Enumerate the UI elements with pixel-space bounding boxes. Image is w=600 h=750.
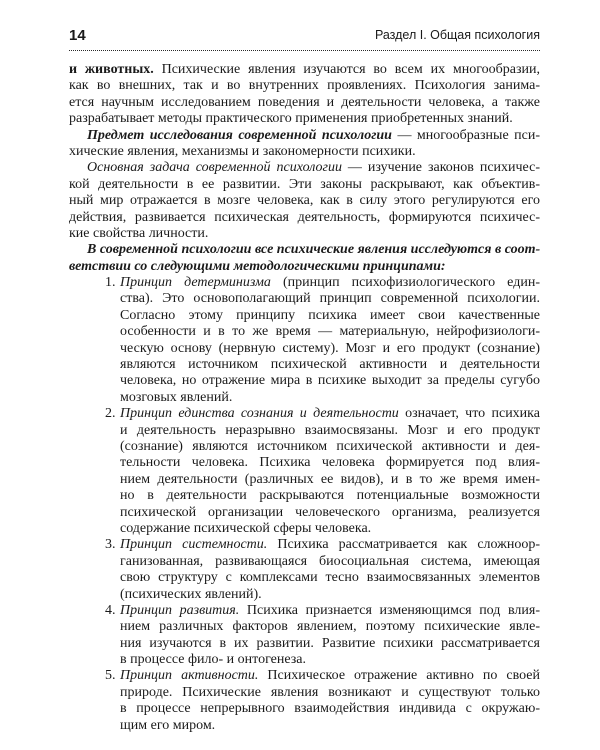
text-line: [69, 439, 540, 455]
list-number: 2.: [105, 406, 116, 422]
emphasized-text: Принцип детерминизма: [120, 275, 271, 291]
text-line: [69, 652, 540, 668]
text-line: [69, 619, 540, 635]
text-line: [69, 160, 540, 176]
text-run: Психические явления изучаются во всем их многообразии,: [153, 62, 540, 77]
emphasized-text: Принцип системности.: [120, 537, 268, 553]
text-run: содержание психической сферы человека.: [120, 520, 372, 536]
emphasized-text: Основная задача современной психологии: [87, 160, 342, 176]
text-run: свою структуру с комплексами тесно взаимосвязанных элементов: [120, 570, 540, 586]
text-run: тельности человека. Психика человека формируется под влия-: [120, 455, 540, 471]
text-run: означает, что психика: [398, 406, 540, 422]
emphasized-text: В современной психологии все психические явления исследуются в соот-: [87, 242, 540, 258]
text-run: ганизованная, развивающаяся биосоциальная система, имеющая: [120, 553, 540, 569]
text-run: действия, развивается психическая деятельность, формируются психичес-: [69, 209, 540, 225]
text-line: [69, 78, 540, 94]
text-line: [69, 423, 540, 439]
page-number: 14: [69, 27, 86, 44]
text-line: [69, 472, 540, 488]
header-divider: [69, 50, 540, 51]
text-run: в процессе фило- и онтогенеза.: [120, 652, 306, 668]
text-line: [69, 357, 540, 373]
text-line: [69, 668, 540, 684]
emphasized-text: Предмет исследования современной психологии: [87, 127, 392, 143]
text-run: как во внешних, так и во внутренних проявлениях. Психология занима-: [69, 78, 540, 94]
list-number: 1.: [105, 275, 116, 291]
body-text: [69, 62, 540, 734]
text-line: [69, 685, 540, 701]
text-run: особенности и в то же время — материальную, нейрофизиологи-: [120, 324, 540, 340]
text-run: ется научным исследованием поведения и деятельности человека, а также: [69, 94, 540, 110]
text-line: [69, 275, 540, 291]
text-line: [69, 341, 540, 357]
text-line: [69, 587, 540, 603]
text-run: Психическое отражение активно по своей: [258, 668, 540, 684]
text-run: (психических явлений).: [120, 586, 262, 602]
text-run: ния изучаются в их развитии. Развитие психики рассматривается: [120, 635, 540, 651]
text-line: [69, 128, 540, 144]
text-run: в процессе непрерывного взаимодействия индивида с окружаю-: [120, 701, 540, 717]
text-line: [69, 406, 540, 422]
text-run: — изучение законов психичес-: [341, 160, 540, 176]
emphasized-text: Принцип единства сознания и деятельности: [120, 406, 399, 422]
text-run: Психика рассматривается как сложноор-: [267, 537, 540, 553]
text-line: [69, 455, 540, 471]
text-run: кие свойства личности.: [69, 225, 209, 241]
text-line: [69, 226, 540, 242]
text-run: являются источником психической активности и деятельности: [120, 357, 540, 373]
text-run: ный мир отражается в мозге человека, как в силу этого регулируются его: [69, 193, 540, 209]
text-line: [69, 193, 540, 209]
text-run: психической организации человеческого организма, реализуется: [120, 504, 540, 520]
page-header: [69, 27, 540, 49]
text-run: щим его миром.: [120, 717, 216, 733]
text-line: [69, 505, 540, 521]
text-run: Согласно этому принципу психика имеет свои качественные: [120, 307, 540, 323]
text-line: [69, 488, 540, 504]
emphasized-text: и животных.: [69, 62, 154, 77]
text-line: [69, 537, 540, 553]
list-number: 5.: [105, 668, 116, 684]
text-run: (сознание) являются источником психической активности и дея-: [120, 438, 540, 454]
text-run: мозговых явлений.: [120, 389, 233, 405]
text-line: [69, 177, 540, 193]
list-number: 4.: [105, 602, 116, 618]
text-run: — многообразные пси-: [391, 127, 540, 143]
text-run: хические явления, механизмы и закономерности психики.: [69, 143, 416, 159]
text-line: [69, 95, 540, 111]
text-line: [69, 62, 540, 78]
section-title: Раздел I. Общая психология: [374, 28, 540, 42]
list-number: 3.: [105, 537, 116, 553]
text-run: природе. Психические явления возникают и существуют только: [120, 684, 540, 700]
text-run: но в деятельности раскрываются потенциальные возможности: [120, 488, 540, 504]
text-run: нием различных факторов явлением, поэтому психические явле-: [120, 619, 540, 635]
text-line: [69, 390, 540, 406]
text-run: Психика признается изменяющимся под влия-: [239, 602, 540, 618]
text-line: [69, 373, 540, 389]
text-run: кой деятельности в ее развитии. Эти законы раскрывают, как объектив-: [69, 176, 540, 192]
text-line: [69, 521, 540, 537]
text-line: [69, 111, 540, 127]
text-line: [69, 324, 540, 340]
text-run: и деятельность неразрывно взаимосвязаны. Мозг и его продукт: [120, 422, 540, 438]
emphasized-text: Принцип активности.: [120, 668, 259, 684]
text-line: [69, 718, 540, 734]
emphasized-text: Принцип развития.: [120, 602, 240, 618]
text-line: [69, 308, 540, 324]
text-line: [69, 554, 540, 570]
text-line: [69, 259, 540, 275]
text-line: [69, 144, 540, 160]
text-run: разрабатывает методы практического применения приобретенных знаний.: [69, 111, 513, 127]
text-line: [69, 291, 540, 307]
text-line: [69, 701, 540, 717]
text-run: ческую основу (нервную систему). Мозг и его продукт (сознание): [120, 340, 540, 356]
text-line: [69, 603, 540, 619]
text-run: (принцип психофизиологического един-: [270, 275, 540, 291]
text-line: [69, 570, 540, 586]
text-line: [69, 242, 540, 258]
text-run: нием деятельности (различных ее видов), и в то же время имен-: [120, 471, 540, 487]
text-line: [69, 210, 540, 226]
emphasized-text: ветствии со следующими методологическими принципами:: [69, 258, 446, 274]
text-run: человека, но отражение мира в психике выходит за пределы сугубо: [120, 373, 540, 389]
text-run: ства). Это основополагающий принцип современной психологии.: [120, 291, 540, 307]
text-line: [69, 636, 540, 652]
